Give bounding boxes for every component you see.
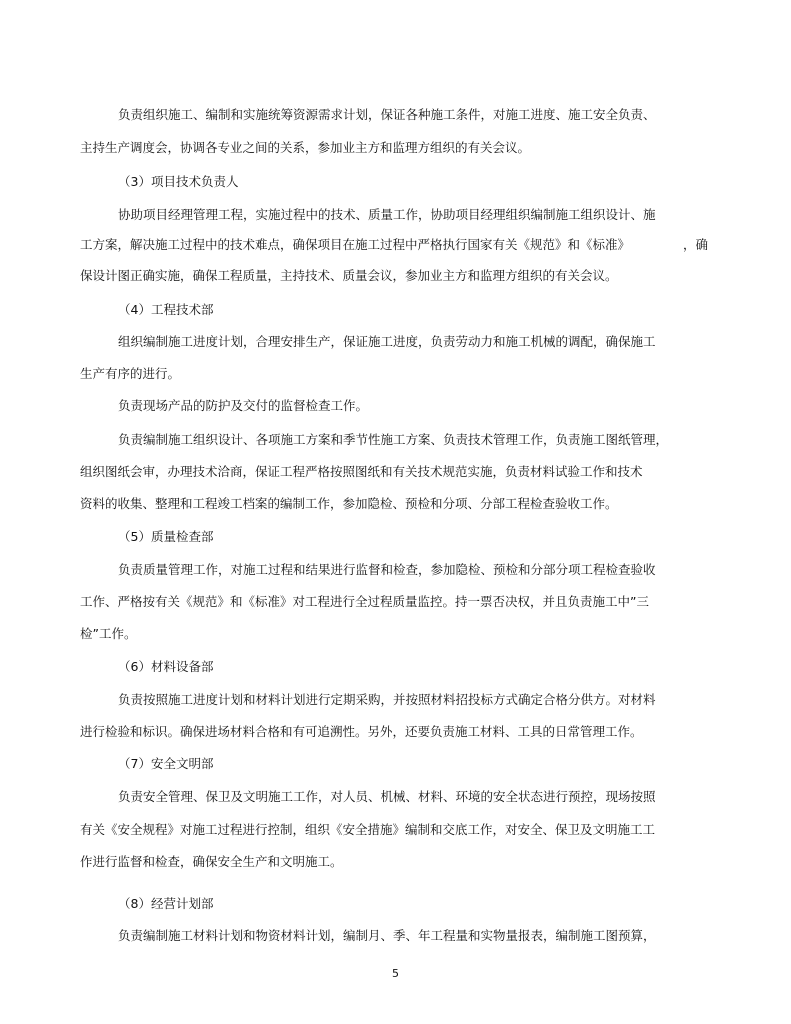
- paragraph-line: 协助项目经理管理工程，实施过程中的技术、质量工作，协助项目经理组织编制施工组织设计、施: [118, 207, 656, 222]
- paragraph-line: 保设计图正确实施，确保工程质量，主持技术、质量会议，参加业主方和监理方组织的有关会议。: [80, 268, 618, 283]
- paragraph-line: 生产有序的进行。: [80, 366, 181, 381]
- paragraph-line: 负责组织施工、编制和实施统筹资源需求计划，保证各种施工条件，对施工进度、施工安全负责、: [118, 107, 656, 122]
- paragraph-line: 检”工作。: [80, 626, 137, 641]
- paragraph-line: 负责安全管理、保卫及文明施工工作，对人员、机械、材料、环境的安全状态进行预控，现场按照: [118, 789, 656, 804]
- paragraph-line: 作进行监督和检查，确保安全生产和文明施工。: [80, 854, 343, 869]
- section-heading-3: （3）项目技术负责人: [118, 174, 239, 189]
- section-heading-5: （5）质量检查部: [118, 529, 214, 544]
- paragraph-line: 工方案，解决施工过程中的技术难点，确保项目在施工过程中严格执行国家有关《规范》和《标准》: [80, 237, 631, 252]
- paragraph-line: 负责编制施工组织设计、各项施工方案和季节性施工方案、负责技术管理工作，负责施工图纸管理，: [118, 432, 669, 447]
- paragraph-line: 负责现场产品的防护及交付的监督检查工作。: [118, 398, 369, 413]
- paragraph-line: 主持生产调度会，协调各专业之间的关系，参加业主方和监理方组织的有关会议。: [80, 140, 531, 155]
- paragraph-line: 进行检验和标识。确保进场材料合格和有可追溯性。另外，还要负责施工材料、工具的日常管理工作。: [80, 724, 643, 739]
- paragraph-line: 工作、严格按有关《规范》和《标准》对工程进行全过程质量监控。持一票否决权，并且负责施工中”三: [80, 594, 649, 609]
- paragraph-line: 组织编制施工进度计划，合理安排生产，保证施工进度，负责劳动力和施工机械的调配，确保施工: [118, 334, 656, 349]
- paragraph-line: 资料的收集、整理和工程竣工档案的编制工作，参加隐检、预检和分项、分部工程检查验收工作。: [80, 496, 618, 511]
- paragraph-line: 负责质量管理工作，对施工过程和结果进行监督和检查，参加隐检、预检和分部分项工程检查验收: [118, 562, 656, 577]
- section-heading-7: （7）安全文明部: [118, 756, 214, 771]
- paragraph-line: 组织图纸会审，办理技术洽商，保证工程严格按照图纸和有关技术规范实施，负责材料试验工作和技术: [80, 464, 643, 479]
- paragraph-line: 负责编制施工材料计划和物资材料计划，编制月、季、年工程量和实物量报表，编制施工图预算，: [118, 928, 656, 943]
- page-number: 5: [392, 967, 399, 980]
- paragraph-line-tail: ，确: [683, 237, 709, 252]
- section-heading-8: （8）经营计划部: [118, 896, 214, 911]
- paragraph-line: 负责按照施工进度计划和材料计划进行定期采购，并按照材料招投标方式确定合格分供方。对材料: [118, 692, 656, 707]
- section-heading-6: （6）材料设备部: [118, 659, 214, 674]
- paragraph-line: 有关《安全规程》对施工过程进行控制，组织《安全措施》编制和交底工作，对安全、保卫及文明施工工: [80, 822, 656, 837]
- section-heading-4: （4）工程技术部: [118, 302, 214, 317]
